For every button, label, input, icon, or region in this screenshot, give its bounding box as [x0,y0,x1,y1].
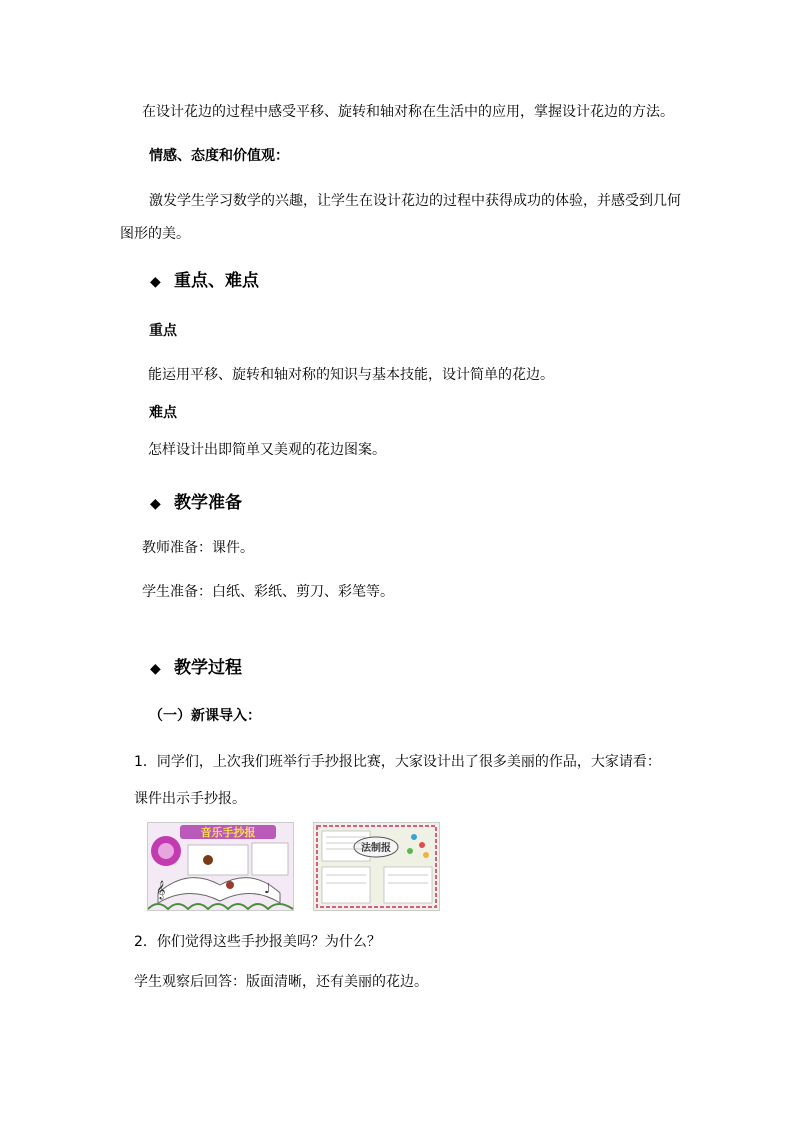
item-1: 1．同学们，上次我们班举行手抄报比赛，大家设计出了很多美丽的作品，大家请看： [134,754,661,770]
section-heading-key-points [150,269,259,294]
image2-title: 法制报 [361,843,391,854]
key-points-heading: 重点、难点 [174,271,259,291]
subsection-intro: （一）新课导入： [149,708,261,724]
section-heading-prep [150,491,242,516]
difficulty-label: 难点 [149,405,177,421]
difficulty-text: 怎样设计出即简单又美观的花边图案。 [148,442,386,458]
image1-title: 音乐手抄报 [200,826,256,839]
emotion-heading: 情感、态度和价值观： [149,148,289,164]
law-newspaper-image [313,822,440,911]
objective-line: 在设计花边的过程中感受平移、旋转和轴对称在生活中的应用，掌握设计花边的方法。 [142,104,674,120]
student-prep: 学生准备：白纸、彩纸、剪刀、彩笔等。 [142,584,394,600]
focus-label: 重点 [149,323,177,339]
music-newspaper-image [147,822,294,911]
teacher-prep: 教师准备：课件。 [142,540,254,556]
prep-heading: 教学准备 [174,493,242,513]
process-heading: 教学过程 [174,658,242,678]
student-answer: 学生观察后回答：版面清晰，还有美丽的花边。 [134,974,428,990]
svg-text:♩: ♩ [264,881,271,897]
law-newspaper-drawing [314,823,439,910]
section-heading-process [150,656,242,681]
diamond-bullet-icon: ◆ [150,661,161,677]
item-1-note: 课件出示手抄报。 [134,791,246,807]
focus-text: 能运用平移、旋转和轴对称的知识与基本技能，设计简单的花边。 [148,367,554,383]
music-newspaper-drawing [148,823,293,910]
diamond-bullet-icon: ◆ [150,274,161,290]
item-2: 2．你们觉得这些手抄报美吗？为什么？ [134,934,381,950]
diamond-bullet-icon: ◆ [150,496,161,512]
svg-text:𝄞: 𝄞 [156,880,166,899]
emotion-line-1: 激发学生学习数学的兴趣，让学生在设计花边的过程中获得成功的体验，并感受到几何 [149,193,681,209]
emotion-line-2: 图形的美。 [120,226,190,242]
